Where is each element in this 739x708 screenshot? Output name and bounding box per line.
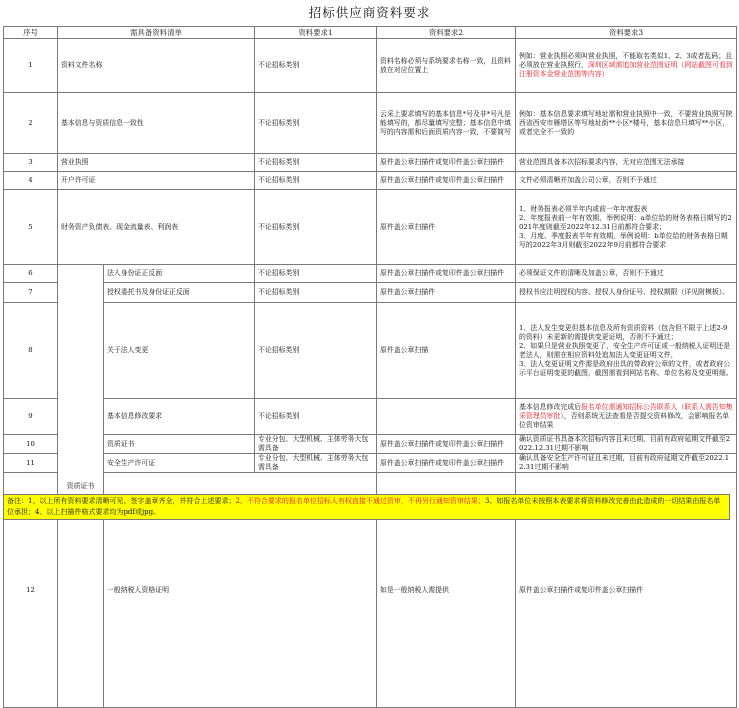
row-req2: 原件盖公章扫描件 (377, 283, 516, 303)
table-row (4, 172, 737, 190)
row-req3-line: 1、财务报表必须半年内或前一年年度报表 (519, 204, 648, 213)
row-seq: 9 (4, 399, 58, 435)
table-header-row (4, 27, 737, 39)
row-req3-text: ，否则系统无法查看是否提交资料修改，会影响报名单位资审结果 (519, 412, 730, 429)
row-seq: 1 (4, 39, 58, 93)
row-item-name: 法人身份证正反面 (104, 265, 255, 283)
row-req1: 如是一般纳税人需提供 (377, 473, 516, 708)
row-req1: 专业分包、大型机械、主体劳务大包需具备 (255, 454, 377, 473)
page-title: 招标供应商资料要求 (308, 5, 431, 20)
row-seq: 8 (4, 303, 58, 399)
row-item-name: 营业执照 (58, 154, 255, 172)
row-req3 (516, 190, 737, 265)
row-req1: 不论招标类别 (255, 265, 377, 283)
table-row (4, 399, 737, 435)
remarks-note (3, 494, 730, 520)
row-req2: 原件盖公章扫描件 (377, 190, 516, 265)
row-seq: 10 (4, 435, 58, 454)
header-category: 需具备资料清单 (58, 27, 255, 39)
row-req2 (377, 399, 516, 435)
row-seq: 3 (4, 154, 58, 172)
row-req1: 不论招标类别 (255, 172, 377, 190)
table-row (4, 265, 737, 283)
row-req3-line: 3、法人变更证明文件需是政府出具的带政府公章的文件，或者政府公示平台证明变更的截图，截图需看到网站名称、单位名称及变更明细。 (519, 359, 733, 377)
row-req3: 文件必须清晰并加盖公司公章，否则不予通过 (516, 172, 737, 190)
row-req3-text: 基本信息修改完成后 (519, 403, 582, 411)
remarks-highlight: 2、不符合要求的报名单位招标人有权直接不通过资审，不再另行通知资审结果； (235, 497, 485, 505)
group-label: 资质证书 (58, 265, 104, 708)
table-row (4, 154, 737, 172)
row-req2: 资料名称必须与系统要求名称一致，且资料放在对应位置上 (377, 39, 516, 93)
row-seq: 5 (4, 190, 58, 265)
row-req3 (516, 39, 737, 93)
row-req3-line: 3、月度、季度报表半年有效期，举例说明：b单位给的财务表格日期写的2022年3月则截至2022年9月前都符合要求 (519, 231, 728, 249)
row-req3: 例如：基本信息要求填写地址需和营业执照中一致，不要营业执照写陕西省西安市雁塔区等写地址街**小区*楼号，基本信息只填写**小区，或者完全不一致的 (516, 93, 737, 154)
table-row (4, 39, 737, 93)
row-seq: 12 (4, 473, 58, 708)
row-req2: 原件盖公章扫描 (377, 303, 516, 399)
row-req3-text: 例如：营业执照必须叫营业执照，不能取名类似1、2、3或者乱码；且必须放在营业执照行， (519, 52, 732, 69)
row-item-name: 一般纳税人资格证明 (104, 473, 377, 708)
row-req3-line: 1、法人发生变更但基本信息及所有资质资料（包含但不限于上述2-9的资料）未更新的需提供变更证明，否则不予通过； (519, 323, 728, 341)
row-req1: 专业分包、大型机械、主体劳务大包需具备 (255, 435, 377, 454)
row-seq: 6 (4, 265, 58, 283)
row-seq: 2 (4, 93, 58, 154)
row-req3: 营业范围具备本次招标要求内容，无对应范围无法承接 (516, 154, 737, 172)
remarks-text: 备注：1、以上所有资料要求清晰可见、签字盖章齐全，并符合上述要求； (7, 497, 236, 505)
row-req1: 不论招标类别 (255, 154, 377, 172)
row-req1: 不论招标类别 (255, 303, 377, 399)
row-seq: 7 (4, 283, 58, 303)
row-item-name: 授权委托书及身份证正反面 (104, 283, 255, 303)
row-req3: 确认资质证书具备本次招标内容且未过期，目前有政府延期文件截至2022.12.31过期不影响 (516, 435, 737, 454)
row-req1: 不论招标类别 (255, 283, 377, 303)
row-req2: 原件盖公章扫描件或复印件盖公章扫描件 (377, 265, 516, 283)
row-item-name: 关于法人变更 (104, 303, 255, 399)
table-row (4, 303, 737, 399)
row-req2: 原件盖公章扫描件或复印件盖公章扫描件 (377, 454, 516, 473)
requirements-table (3, 26, 737, 708)
row-req3 (516, 303, 737, 399)
row-req1: 不论招标类别 (255, 190, 377, 265)
row-req3-line: 2、如果只是营业执照变更了，安全生产许可证或一般纳税人证明还是老法人，则需在相应资料处追加法人变更证明文件， (519, 341, 731, 359)
header-req1: 资料要求1 (255, 27, 377, 39)
header-req2: 资料要求2 (377, 27, 516, 39)
row-req3-highlight: 报名单位需通知招标公告联系人（联系人需告知集采管理员审批） (519, 403, 733, 420)
row-req3: 授权书应注明授权内容、授权人身份证号、授权期限（详见附模板）。 (516, 283, 737, 303)
row-req3 (516, 399, 737, 435)
row-req1: 不论招标类别 (255, 93, 377, 154)
table-row (4, 283, 737, 303)
row-req3-line: 2、年度报表前一年有效期，举例说明：a单位给的财务表格日期写的2021年度则截至2022年12.31日前都符合要求； (519, 213, 732, 231)
table-row (4, 435, 737, 454)
row-req3: 确认具备安全生产许可证且未过期，目前有政府延期文件截至2022.12.31过期不影响 (516, 454, 737, 473)
header-req3: 资料要求3 (516, 27, 737, 39)
row-item-name: 财务资产负债表、现金流量表、利润表 (58, 190, 255, 265)
row-req1: 不论招标类别 (255, 39, 377, 93)
row-req2: 原件盖公章扫描件或复印件盖公章扫描件 (377, 435, 516, 454)
row-item-name: 基本信息修改要求 (104, 399, 255, 435)
table-row (4, 454, 737, 473)
row-item-name: 资料文件名称 (58, 39, 255, 93)
table-row (4, 93, 737, 154)
row-item-name: 安全生产许可证 (104, 454, 255, 473)
row-req3: 必须保证文件的清晰及加盖公章，否则不予通过 (516, 265, 737, 283)
row-item-name: 资质证书 (104, 435, 255, 454)
row-seq: 11 (4, 454, 58, 473)
row-req1: 不论招标类别 (255, 399, 377, 435)
row-req2: 原件盖公章扫描件或复印件盖公章扫描件 (377, 154, 516, 172)
table-row (4, 190, 737, 265)
remarks-text: 3、如报名单位未按照本表要求将资料修改完善由此造成的一切结果由报名单位承担；4、以上扫描件格式要求均为pdf或jpg。 (7, 497, 721, 516)
row-req2: 原件盖公章扫描件或复印件盖公章扫描件 (377, 172, 516, 190)
row-item-name: 基本信息与资质信息一致性 (58, 93, 255, 154)
row-seq: 4 (4, 172, 58, 190)
row-req2: 云采上要求填写的基本信息*号及非*号凡是能填写的，都尽量填写完整；基本信息中填写的内容需和后面资质内容一致，不要简写 (377, 93, 516, 154)
row-req2: 原件盖公章扫描件或复印件盖公章扫描件 (516, 473, 737, 708)
header-seq: 序号 (4, 27, 58, 39)
row-req3-highlight: 深圳区域需追加营业范围证明（网站截图可看到注册资本金营业范围等内容） (519, 61, 733, 78)
row-item-name: 开户许可证 (58, 172, 255, 190)
